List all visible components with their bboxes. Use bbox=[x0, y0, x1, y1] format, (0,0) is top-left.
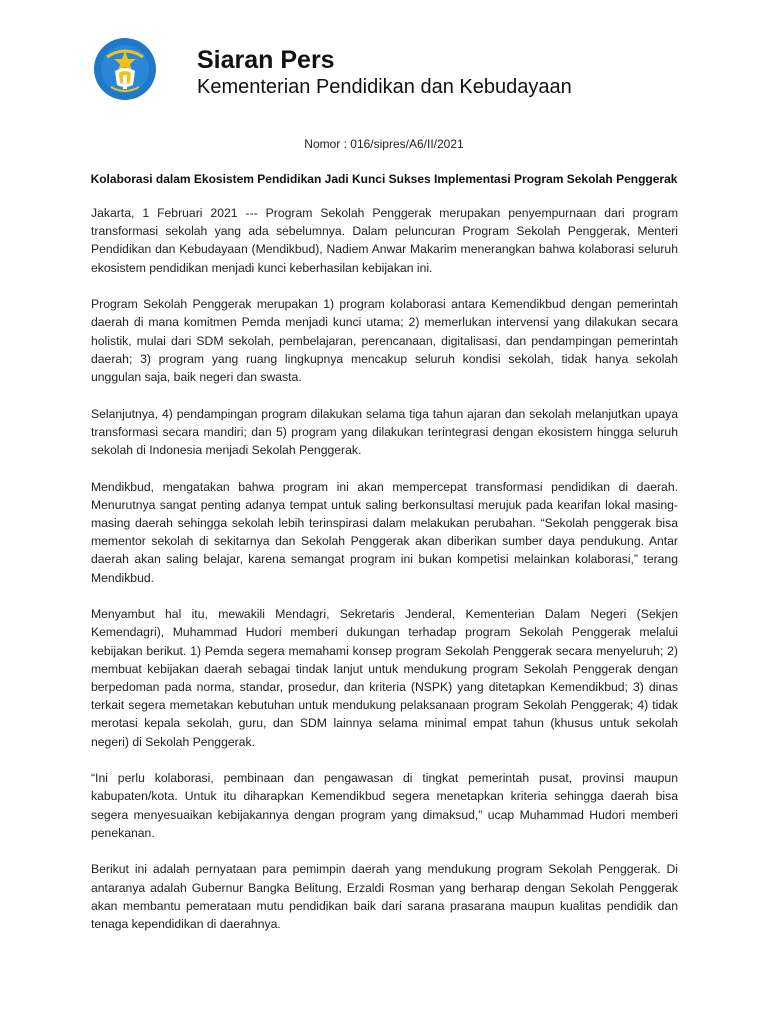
press-release-body bbox=[91, 204, 678, 952]
paragraph: Program Sekolah Penggerak merupakan 1) program kolaborasi antara Kemendikbud dengan pemerintah daerah di mana komitmen Pemda menjadi kunci utama; 2) memerlukan intervensi yang dilakukan secara holistik, mulai dari SDM sekolah, pembelajaran, perencanaan, digitalisasi, dan pendampingan pemerintah daerah; 3) program yang ruang lingkupnya mencakup seluruh kondisi sekolah, tidak hanya sekolah unggulan saja, baik negeri dan swasta. bbox=[91, 297, 678, 385]
press-release-headline: Kolaborasi dalam Ekosistem Pendidikan Jadi Kunci Sukses Implementasi Program Sekolah Penggerak bbox=[90, 172, 678, 186]
paragraph: Menyambut hal itu, mewakili Mendagri, Sekretaris Jenderal, Kementerian Dalam Negeri (Sekjen Kemendagri), Muhammad Hudori memberi dukungan terhadap program Sekolah Penggerak melalui kebijakan berikut. 1) Pemda segera memahami konsep program Sekolah Penggerak secara menyeluruh; 2) membuat kebijakan daerah sebagai tindak lanjut untuk mendukung program Sekolah Penggerak dengan berpedoman pada norma, standar, prosedur, dan kriteria (NSPK) yang ditetapkan Kemendikbud; 3) dinas terkait segera memetakan kebutuhan untuk mendukung pelaksanaan program Sekolah Penggerak; 4) tidak merotasi kepala sekolah, guru, dan SDM lainnya selama minimal empat tahun (khusus untuk sekolah negeri) di Sekolah Penggerak. bbox=[91, 607, 678, 749]
press-release-header bbox=[0, 0, 768, 110]
tut-wuri-handayani-logo-icon bbox=[93, 37, 157, 101]
paragraph: Berikut ini adalah pernyataan para pemimpin daerah yang mendukung program Sekolah Penggerak. Di antaranya adalah Gubernur Bangka Belitung, Erzaldi Rosman yang berharap dengan Sekolah Penggerak akan membantu pemerataan mutu pendidikan baik dari sarana prasarana maupun kualitas pendidik dan tenaga kependidikan di daerahnya. bbox=[91, 862, 678, 932]
ministry-name: Kementerian Pendidikan dan Kebudayaan bbox=[197, 76, 572, 98]
paragraph: Mendikbud, mengatakan bahwa program ini akan mempercepat transformasi pendidikan di daerah. Menurutnya sangat penting adanya tempat untuk saling berkonsultasi merujuk pada kearifan lokal masing-masing daerah sehingga sekolah lebih terinspirasi dalam melakukan perubahan. “Sekolah penggerak bisa mementor sekolah di sekitarnya dan Sekolah Penggerak akan diberikan sumber daya pendukung. Antar daerah akan saling belajar, karena semangat program ini bukan kompetisi melainkan kolaborasi,” terang Mendikbud. bbox=[91, 479, 678, 585]
document-number: Nomor : 016/sipres/A6/II/2021 bbox=[304, 137, 464, 151]
paragraph: “Ini perlu kolaborasi, pembinaan dan pengawasan di tingkat pemerintah pusat, provinsi maupun kabupaten/kota. Untuk itu diharapkan Kemendikbud segera menetapkan kriteria sehingga daerah bisa segera menyesuaikan kebijakannya dengan program yang dimaksud,” ucap Muhammad Hudori memberi penekanan. bbox=[91, 771, 678, 840]
header-title-block bbox=[197, 46, 572, 100]
page-title: Siaran Pers bbox=[197, 46, 335, 74]
paragraph: Selanjutnya, 4) pendampingan program dilakukan selama tiga tahun ajaran dan sekolah melanjutkan upaya transformasi secara mandiri; dan 5) program yang dilakukan terintegrasi dengan ekosistem hingga seluruh sekolah di Indonesia menjadi Sekolah Penggerak. bbox=[91, 406, 678, 458]
paragraph: Jakarta, 1 Februari 2021 --- Program Sekolah Penggerak merupakan penyempurnaan dari program transformasi sekolah yang ada sebelumnya. Dalam peluncuran Program Sekolah Penggerak, Menteri Pendidikan dan Kebudayaan (Mendikbud), Nadiem Anwar Makarim menerangkan bahwa kolaborasi seluruh ekosistem pendidikan menjadi kunci keberhasilan kebijakan ini. bbox=[91, 206, 678, 275]
